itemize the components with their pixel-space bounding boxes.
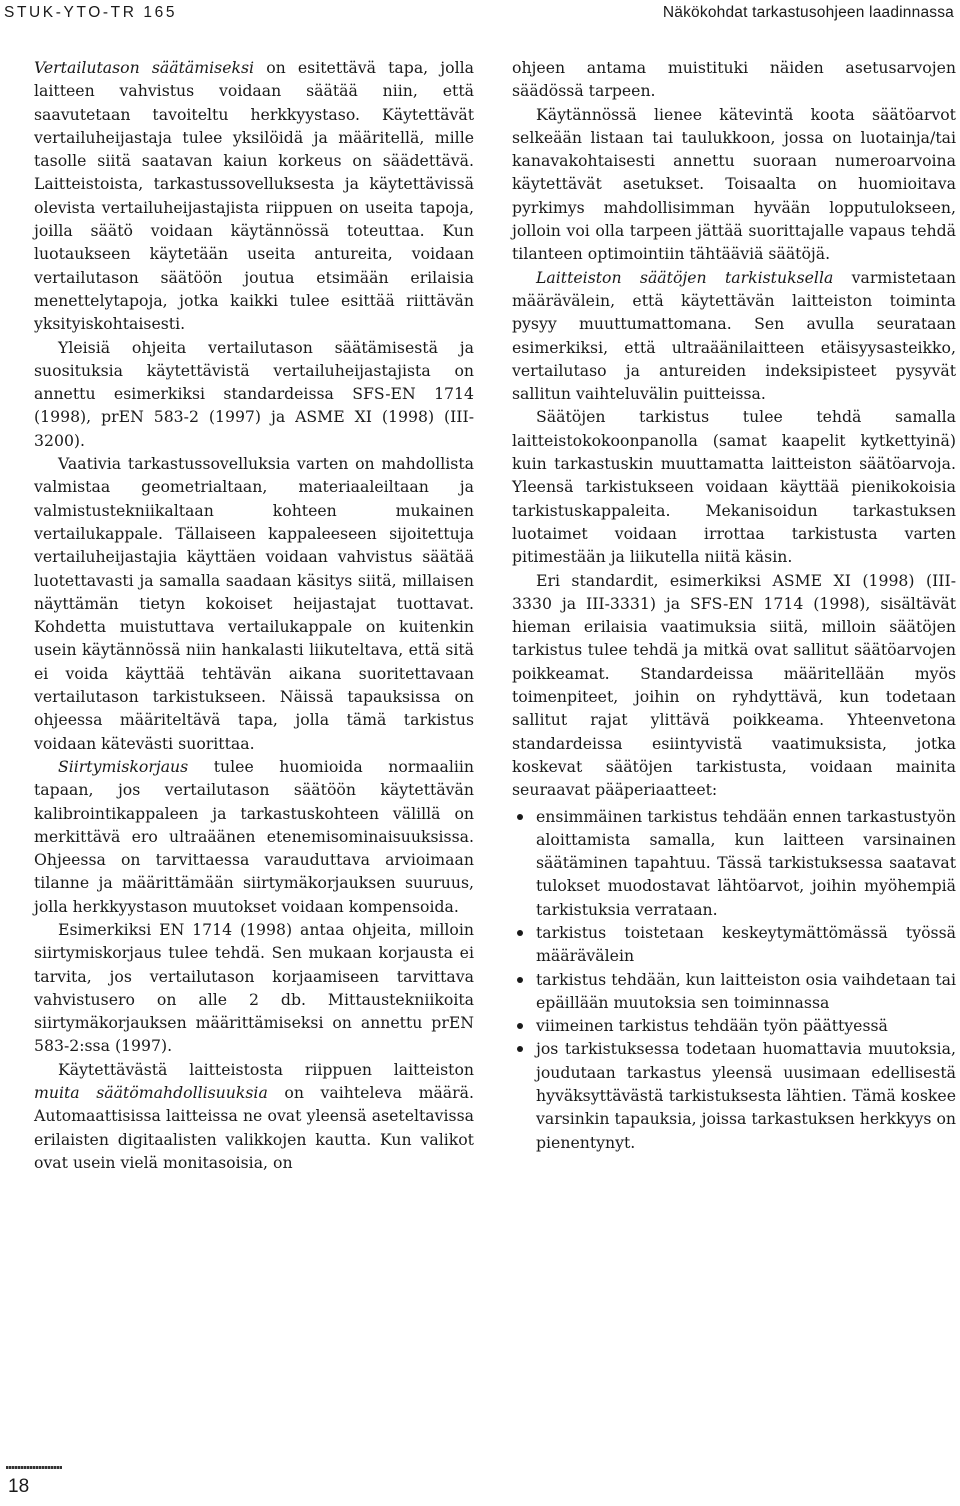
list-item: viimeinen tarkistus tehdään työn päättyessä — [512, 1014, 956, 1037]
bullet-list — [512, 805, 956, 1154]
paragraph: Yleisiä ohjeita vertailutason säätämisestä ja suosituksia käytettävistä vertailuheijastajista on annettu esimerkiksi standardeissa SFS-EN 1714 (1998), prEN 583-2 (1997) ja ASME XI (1998) (III-3200). — [34, 337, 474, 450]
running-header — [0, 0, 960, 30]
paragraph-text: Käytettävästä laitteistosta riippuen laitteiston — [58, 1059, 474, 1079]
list-item: jos tarkistuksessa todetaan huomattavia muutoksia, joudutaan tarkastus yleensä uusimaan edellisestä hyväksyttävästä tarkistuksesta lähtien. Tämä koskee varsinkin tapauksia, joissa tarkastuksen herkkyys on pienentynyt. — [512, 1037, 956, 1153]
paragraph — [512, 266, 956, 406]
paragraph: Käytännössä lienee kätevintä koota säätöarvot selkeään listaan tai taulukkoon, jossa on luotainja/tai kanavakohtaisesti annettu suoraan numeroarvoina käytettävät asetukset. Toisaalta on huomioitava pyrkimys mahdollisimman hyvään lopputulokseen, jolloin voi olla tarpeen jättää suorittajalle vapaus tehdä tilanteen optimointiin tähtääviä säätöjä. — [512, 104, 956, 264]
italic-term: muita säätömahdollisuuksia — [34, 1083, 268, 1103]
report-id: STUK-YTO-TR 165 — [4, 4, 178, 21]
paragraph-text: varmistetaan määrävälein, että käytettävän laitteiston toiminta pysyy muuttumattomana. Sen avulla seurataan esimerkiksi, että ultraäänilaitteen etäisyysasteikko, vertailutaso ja antureiden indeksipisteet pysyvät sallitun vaihteluvälin puitteissa. — [512, 267, 956, 404]
list-item: tarkistus toistetaan keskeytymättömässä työssä määrävälein — [512, 921, 956, 968]
paragraph-text: on vaihteleva määrä. Automaattisissa laitteissa ne ovat yleensä aseteltavissa erilaisten digitaalisten valikkojen kautta. Kun valikot ovat usein vielä monitasoisia, on — [34, 1083, 474, 1172]
italic-term: Laitteiston säätöjen tarkistuksella — [536, 267, 834, 287]
paragraph-text: on esitettävä tapa, jolla laitteen vahvistus voidaan säätää niin, että saavutetaan tavoiteltu herkkyystaso. Käytettävät vertailuheijastaja tulee yksilöidä ja määritellä, mille tasolle siitä saatavan kaiun korkeus on säädettävä. Laitteistoista, tarkastussovelluksesta ja käytettävissä olevista vertailuheijastajista riippuen on useita tapoja, joilla säätö voidaan käytännössä toteuttaa. Kun luotaukseen käytetään useita antureita, voidaan vertailutason säätöön joutua etsimään erilaisia menettelytapoja, jotka kaikki tulee esittää riittävän yksityiskohtaisesti. — [34, 58, 474, 334]
paragraph: Esimerkiksi EN 1714 (1998) antaa ohjeita, milloin siirtymiskorjaus tulee tehdä. Sen mukaan korjausta ei tarvita, jos vertailutason korjaamiseen tarvittava vahvistusero on alle 2 db. Mittaustekniikoita siirtymäkorjauksen määrittämiseksi on annettu prEN 583-2:ssa (1997). — [34, 919, 474, 1056]
footer-rule — [6, 1466, 62, 1469]
paragraph: Vaativia tarkastussovelluksia varten on mahdollista valmistaa geometrialtaan, materiaaleiltaan ja valmistustekniikaltaan kohteen mukainen vertailukappale. Tällaiseen kappaleeseen sijoitettuja vertailuheijastajia käyttäen voidaan vahvistus säätää luotettavasti ja samalla saadaan käsitys siitä, millaisen näyttämän tietyn kokoiset heijastajat tuottavat. Kohdetta muistuttava vertailukappale on kuitenkin usein käytännössä niin hankalasti liikuteltava, että sitä ei voida käyttää tehtävän aikana suoritettavaan vertailutason tarkistukseen. Näissä tapauksissa on ohjeessa määriteltävä tapa, jolla tämä tarkistus voidaan kätevästi suorittaa. — [34, 454, 474, 753]
paragraph — [34, 56, 474, 336]
list-item: ensimmäinen tarkistus tehdään ennen tarkastustyön aloittamista samalla, kun laitteen varsinainen säätäminen tapahtuu. Tässä tarkistuksessa saatavat tulokset muodostavat lähtöarvot, joihin myöhempiä tarkistuksia verrataan. — [512, 805, 956, 921]
page-number: 18 — [8, 1476, 30, 1497]
italic-term: Vertailutason säätämiseksi — [34, 58, 255, 77]
left-column — [34, 56, 474, 1174]
list-item: tarkistus tehdään, kun laitteiston osia vaihdetaan tai epäillään muutoksia sen toiminnassa — [512, 968, 956, 1015]
paragraph: Säätöjen tarkistus tulee tehdä samalla laitteistokokoonpanolla (samat kaapelit kytkettyinä) kuin tarkastuskin muuttamatta laitteiston säätöarvoja. Yleensä tarkistukseen voidaan käyttää pienikokoisia tarkistuskappaleita. Mekanisoidun tarkastuksen luotaimet voidaan irrottaa tarkistusta varten pitimestään ja liikutella niitä käsin. — [512, 407, 956, 567]
paragraph — [34, 755, 474, 918]
paragraph: ohjeen antama muistituki näiden asetusarvojen säädössä tarpeen. — [512, 58, 956, 101]
paragraph-text: tulee huomioida normaaliin tapaan, jos vertailutason säätöön käytettävän kalibrointikappaleen ja tarkastuskohteen välillä on merkittävä ero ultraäänen etenemisominaisuuksissa. Ohjeessa on tarvittaessa varauduttava arvioimaan tilanne ja määrittämään siirtymäkorjauksen suuruus, jolla herkkyystason muutokset voidaan kompensoida. — [34, 756, 474, 916]
paragraph — [34, 1058, 474, 1174]
paragraph: Eri standardit, esimerkiksi ASME XI (1998) (III-3330 ja III-3331) ja SFS-EN 1714 (1998), sisältävät hieman erilaisia vaatimuksia siitä, milloin säätöjen tarkistus tulee tehdä ja mitkä ovat sallitut säätöarvojen poikkeamat. Standardeissa määritellään myös toimenpiteet, joihin on ryhdyttävä, kun todetaan sallitut rajat ylittävä poikkeama. Yhteenvetona standardeissa esiintyvistä vaatimuksista, jotka koskevat säätöjen tarkistusta, voidaan mainita seuraavat pääperiaatteet: — [512, 570, 956, 800]
section-title: Näkökohdat tarkastusohjeen laadinnassa — [662, 4, 954, 21]
right-column — [512, 56, 956, 1154]
italic-term: Siirtymiskorjaus — [58, 756, 189, 776]
